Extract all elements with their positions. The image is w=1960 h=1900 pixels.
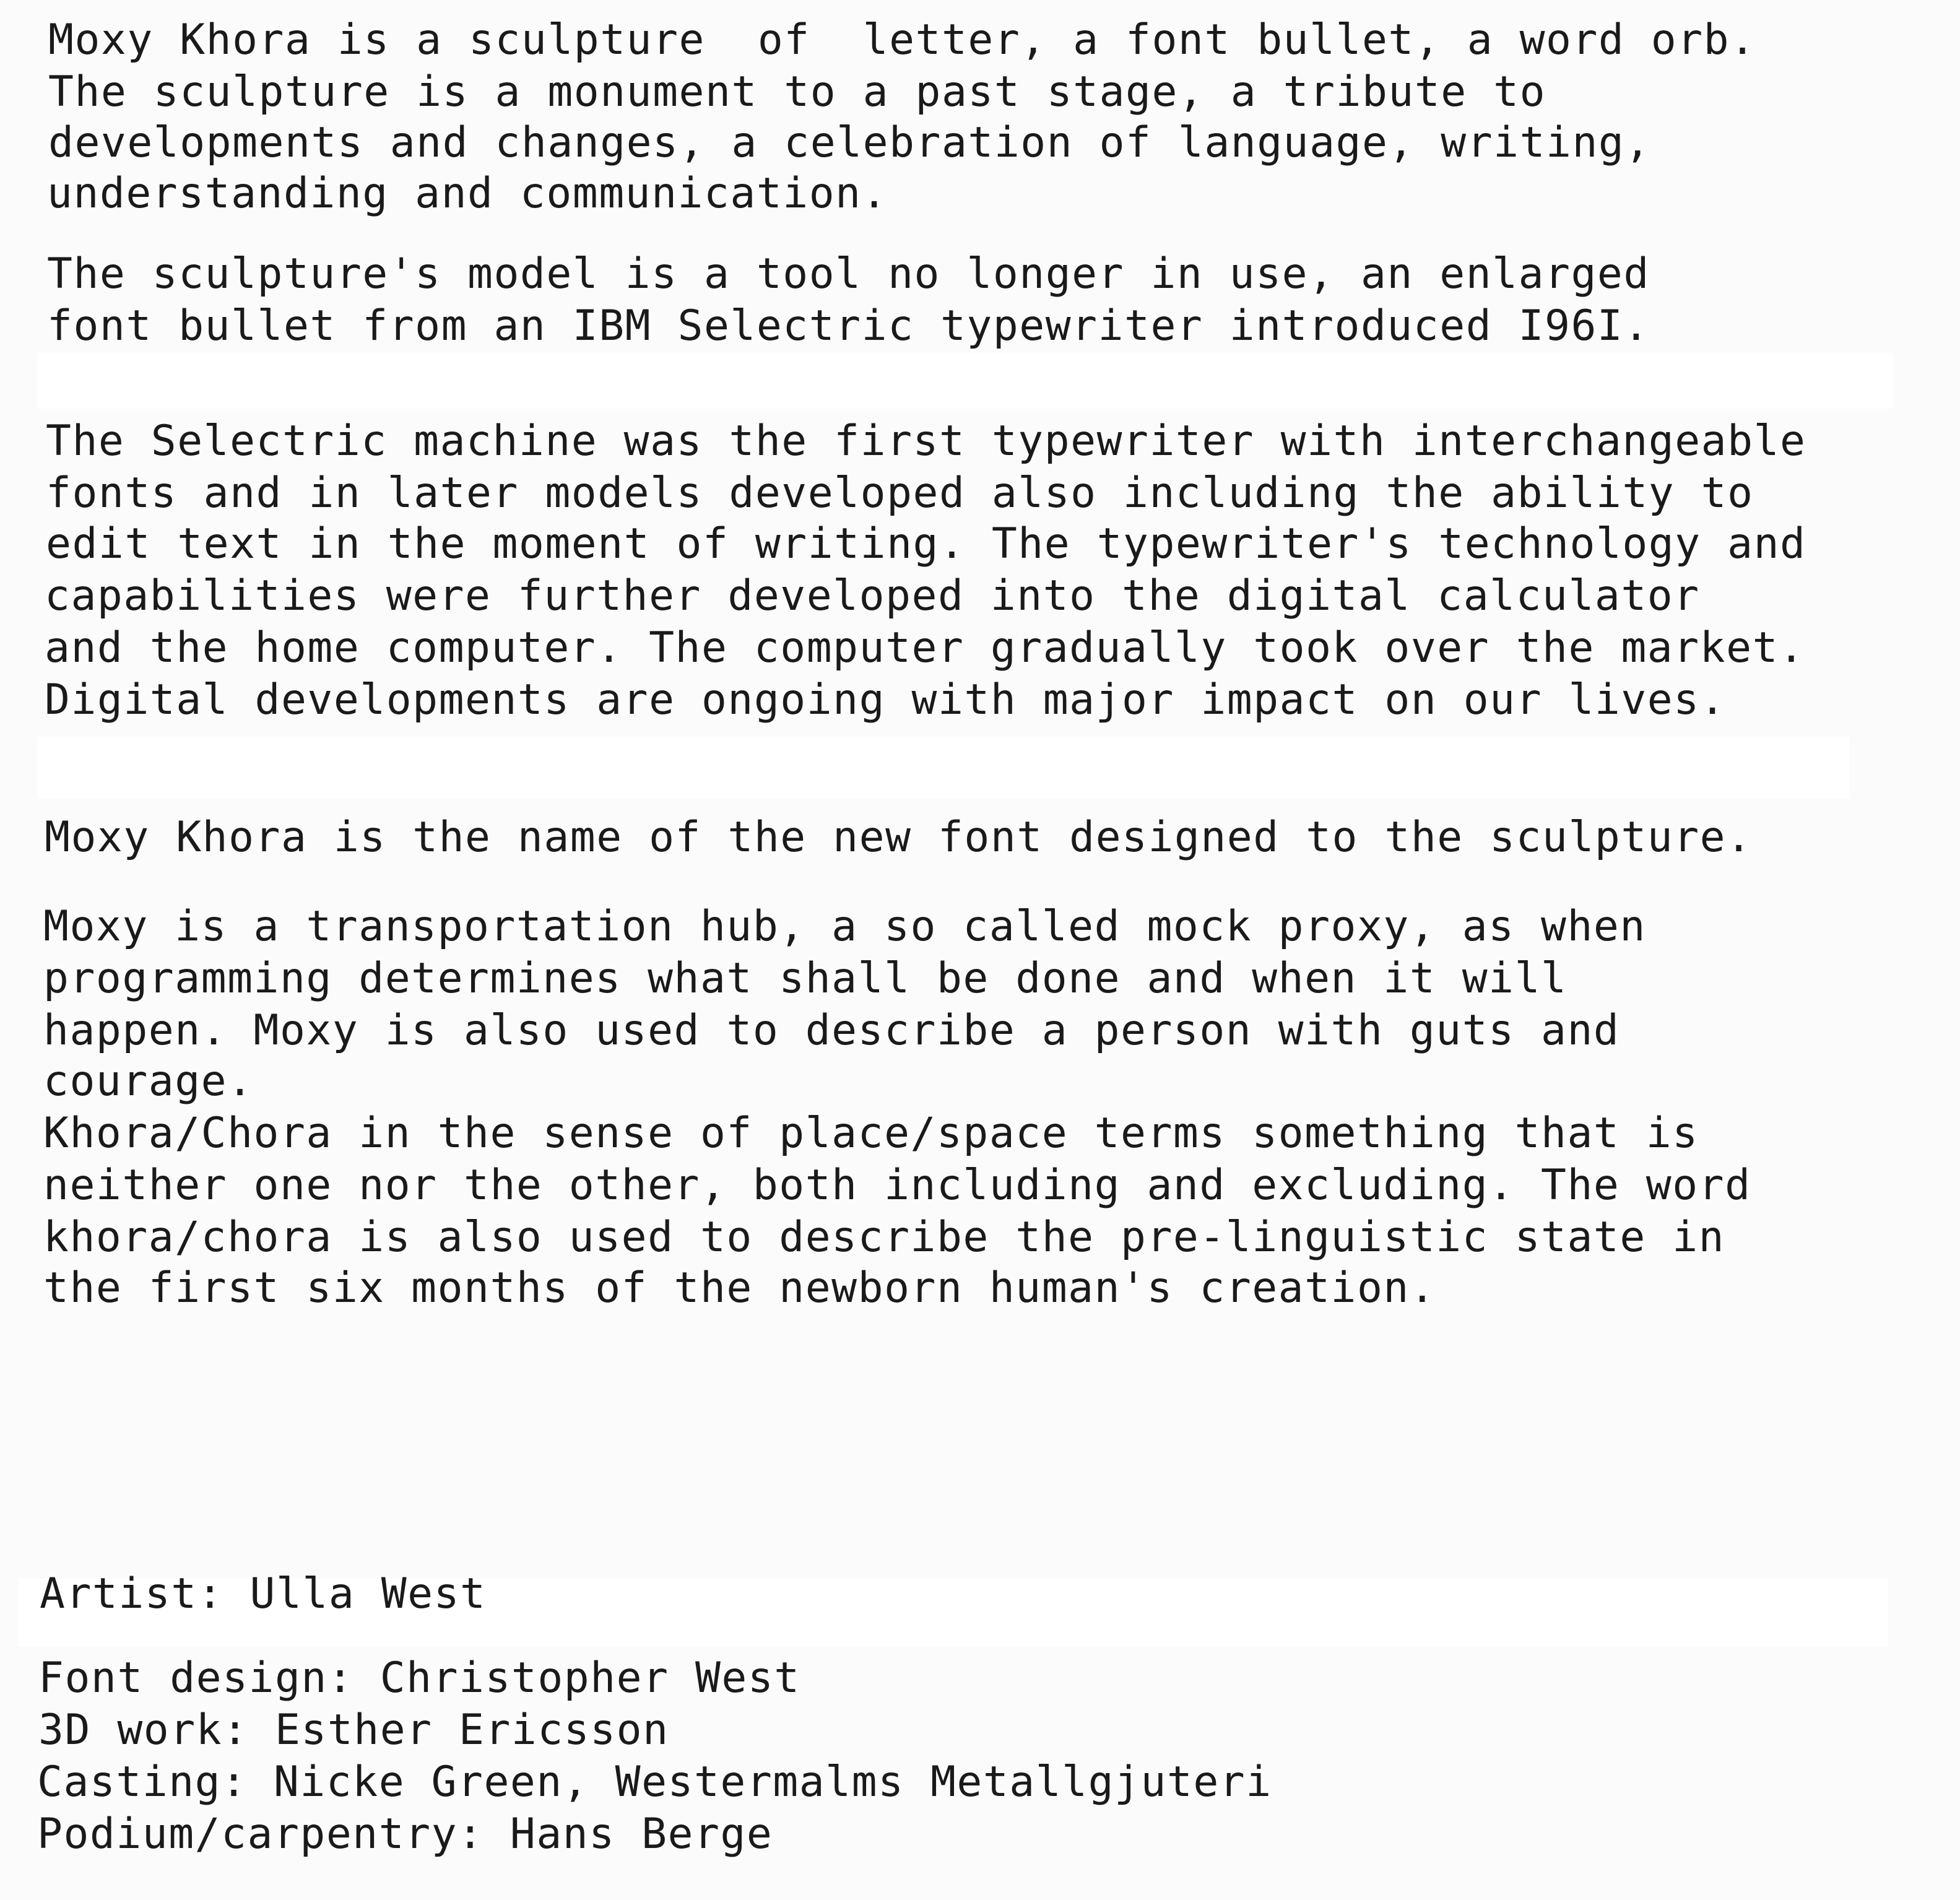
paragraph-5-line-1: Moxy is a transportation hub, a so called mock proxy, as when [43, 902, 1646, 951]
paragraph-5-line-5: Khora/Chora in the sense of place/space terms something that is [43, 1109, 1699, 1158]
paragraph-5-line-7: khora/chora is also used to describe the pre-linguistic state in [43, 1213, 1725, 1262]
credit-3d-work: 3D work: Esther Ericsson [38, 1706, 669, 1755]
paragraph-3-line-2: fonts and in later models developed also including the ability to [46, 469, 1754, 518]
paste-strip [37, 737, 1850, 799]
credit-podium: Podium/carpentry: Hans Berge [37, 1810, 773, 1859]
paragraph-1-line-1: Moxy Khora is a sculpture of letter, a font bullet, a word orb. [48, 15, 1756, 64]
paragraph-2-line-1: The sculpture's model is a tool no longer in use, an enlarged [47, 249, 1650, 298]
paste-strip [37, 353, 1893, 409]
credit-artist: Artist: Ulla West [40, 1569, 487, 1618]
paragraph-5-line-6: neither one nor the other, both including and excluding. The word [43, 1161, 1751, 1210]
paragraph-3-line-6: Digital developments are ongoing with major impact on our lives. [45, 675, 1727, 724]
paragraph-5-line-4: courage. [43, 1057, 254, 1106]
paragraph-1-line-3: developments and changes, a celebration of language, writing, [48, 118, 1651, 167]
paragraph-3-line-4: capabilities were further developed into the digital calculator [45, 571, 1700, 620]
paragraph-1-line-2: The sculpture is a monument to a past stage, a tribute to [48, 67, 1546, 116]
paragraph-3-line-3: edit text in the moment of writing. The typewriter's technology and [46, 519, 1806, 568]
paragraph-3-line-5: and the home computer. The computer gradually took over the market. [45, 623, 1805, 672]
paragraph-3-line-1: The Selectric machine was the first typewriter with interchangeable [46, 417, 1806, 466]
credit-casting: Casting: Nicke Green, Westermalms Metallgjuteri [37, 1758, 1272, 1807]
paragraph-2-line-2: font bullet from an IBM Selectric typewriter introduced I96I. [47, 301, 1650, 350]
paragraph-1-line-4: understanding and communication. [47, 169, 888, 218]
paragraph-4-line-1: Moxy Khora is the name of the new font designed to the sculpture. [45, 813, 1753, 862]
paragraph-5-line-8: the first six months of the newborn human's creation. [43, 1264, 1436, 1312]
credit-font-design: Font design: Christopher West [38, 1654, 800, 1703]
paragraph-5-line-3: happen. Moxy is also used to describe a person with guts and [43, 1006, 1620, 1055]
paragraph-5-line-2: programming determines what shall be done and when it will [43, 954, 1568, 1003]
